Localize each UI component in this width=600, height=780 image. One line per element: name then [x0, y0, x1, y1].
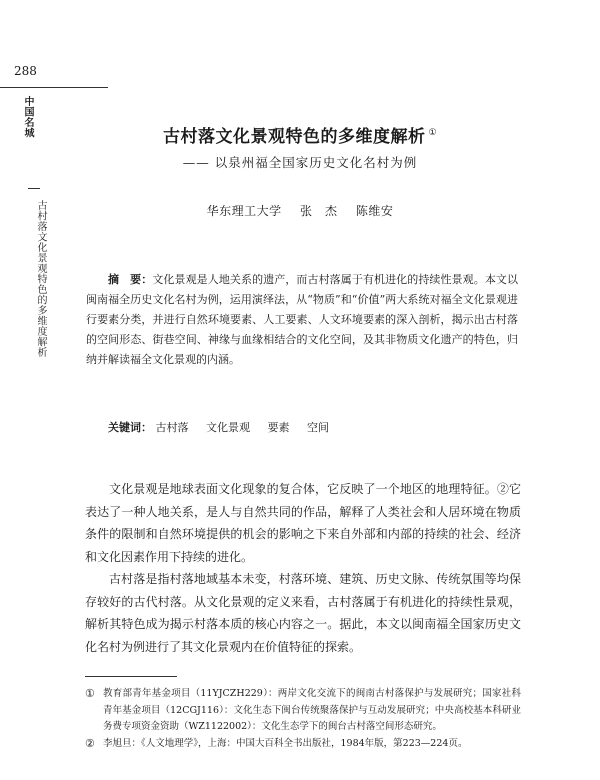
keywords-label: 关键词：: [108, 421, 152, 434]
running-head-rule: [0, 87, 108, 88]
keywords: [108, 419, 343, 435]
body-text: [85, 478, 521, 658]
footnote-text: 李旭旦：《人文地理学》，上海：中国大百科全书出版社，1984年版，第223—224页。: [103, 737, 468, 749]
body-paragraph: 文化景观是地球表面文化现象的复合体，它反映了一个地区的地理特征。②它表达了一种人地关系，是人与自然共同的作品，解释了人类社会和人居环境在物质条件的限制和自然环境提供的机会的影响之下来自外部和内部的持续的社会、经济和文化因素作用下持续的进化。: [85, 482, 521, 564]
keyword: 古村落: [155, 421, 189, 434]
author-name: 陈维安: [355, 204, 394, 218]
keyword: 要素: [267, 421, 290, 434]
footnote-mark: ②: [85, 736, 95, 750]
article-subtitle: —— 以泉州福全国家历史文化名村为例: [182, 155, 418, 170]
footnote-rule: [85, 676, 177, 677]
body-paragraph: 古村落是指村落地域基本未变，村落环境、建筑、历史文脉、传统氛围等均保存较好的古代村落。从文化景观的定义来看，古村落属于有机进化的持续性景观，解析其特色成为揭示村落本质的核心内容之一。据此，本文以闽南福全国家历史文化名村为例进行了其文化景观内在价值特征的探索。: [85, 572, 521, 654]
article-title: [0, 122, 600, 147]
keyword: 文化景观: [206, 421, 250, 434]
keyword: 空间: [307, 421, 329, 434]
abstract: [86, 270, 518, 370]
author-name: 张 杰: [299, 204, 338, 218]
side-journal-name: 中国名城: [22, 96, 33, 138]
abstract-label: 摘 要：: [108, 273, 153, 286]
affiliation: 华东理工大学: [206, 204, 282, 218]
side-divider: [28, 188, 40, 189]
footnote: [85, 736, 521, 753]
side-running-title: 古村落文化景观特色的多维度解析: [35, 200, 46, 358]
title-note-mark: ①: [428, 128, 438, 139]
page-number: 288: [14, 64, 37, 78]
footnotes: [85, 686, 521, 752]
abstract-text: 文化景观是人地关系的遗产，而古村落属于有机进化的持续性景观。本文以闽南福全历史文化名村为例，运用演绎法，从“物质”和“价值”两大系统对福全文化景观进行要素分类，并进行自然环境要素、人工要素、人文环境要素的深入剖析，揭示出古村落的空间形态、街巷空间、神缘与血缘相结合的文化空间，及其非物质文化遗产的特色，归纳并解读福全文化景观的内涵。: [86, 273, 519, 366]
footnote: [85, 686, 521, 736]
footnote-mark: ①: [85, 687, 95, 700]
author-line: [0, 202, 600, 219]
footnote-text: 教育部青年基金项目（11YJCZH229）：两岸文化交流下的闽南古村落保护与发展研究；国家社科青年基金项目（12CGJ116）：文化生态下闽台传统聚落保护与互动发展研究；中央高校基本科研业务费专项资金资助（WZ1122002）：文化生态学下的闽台古村落空间形态研究。: [103, 688, 521, 732]
title-text: 古村落文化景观特色的多维度解析: [162, 127, 426, 147]
